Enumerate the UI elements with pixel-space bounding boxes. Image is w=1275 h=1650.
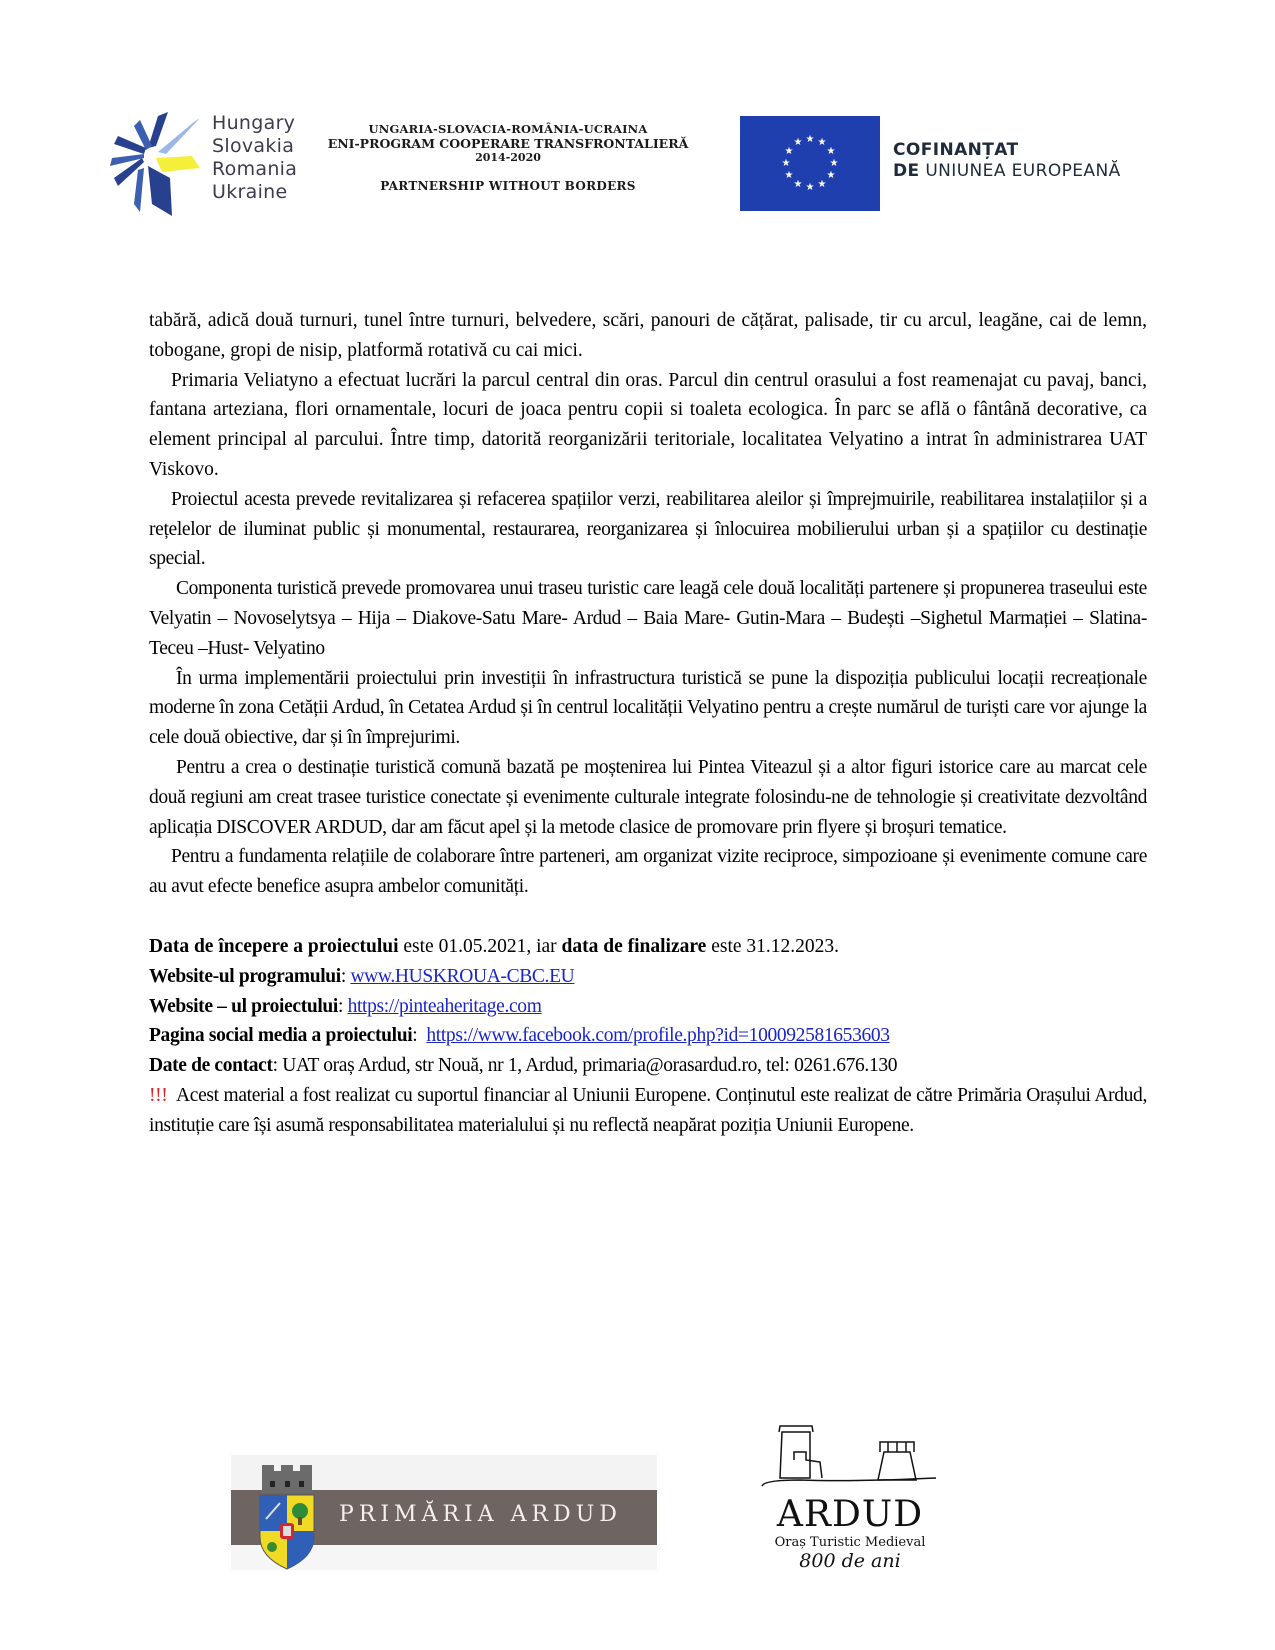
svg-text:★: ★ [826,170,836,181]
contact-label: Date de contact [149,1055,273,1077]
separator: : [337,995,348,1017]
ardud-logo-anniversary: 800 de ani [799,1550,901,1572]
program-countries-title: UNGARIA-SLOVACIA-ROMÂNIA-UCRAINA [368,122,648,136]
country-hungary: Hungary [212,112,296,134]
paragraph-collaboration: Pentru a fundamenta relațiile de colaborare între parteneri, am organizat vizite reciproce, simpozioane și evenimente comune care au avut efecte benefice asupra ambelor comunități. [149,846,1147,898]
project-dates [149,932,1147,962]
cofinanced-line2: UNIUNEA EUROPEANĂ [925,161,1121,181]
start-date-label: Data de începere a proiectului [149,935,399,957]
eu-disclaimer [149,1081,1152,1141]
program-tagline: PARTNERSHIP WITHOUT BORDERS [380,179,636,193]
contact-value: : UAT oraș Ardud, str Nouă, nr 1, Ardud, primaria@orasardud.ro, tel: 0261.676.130 [272,1055,898,1077]
svg-text:★: ★ [829,158,839,169]
svg-text:★: ★ [793,179,803,190]
program-website-label: Website-ul programului [149,965,341,987]
cofinanced-line2-prefix: DE [893,161,920,181]
svg-text:★: ★ [805,134,815,145]
ardud-coat-of-arms-icon [256,1465,318,1570]
cofinanced-line1: COFINANȚAT [893,140,1019,160]
start-date-value: este 01.05.2021, iar [398,935,562,957]
project-website-line [149,992,1147,1022]
svg-text:★: ★ [793,137,803,148]
social-media-label: Pagina social media a proiectului [149,1025,413,1047]
svg-text:★: ★ [784,146,794,157]
project-website-link[interactable]: https://pinteaheritage.com [347,995,542,1017]
program-years: 2014-2020 [475,151,541,164]
primaria-ardud-text: PRIMĂRIA ARDUD [339,1502,622,1527]
paragraph-destination: Pentru a crea o destinație turistică comună bazată pe moștenirea lui Pintea Viteazul și a altor figuri istorice care au marcat cele două regiuni am creat trasee turistice conectate și evenimente culturale integrate folosindu-ne de tehnologie și creativitate dezvoltând aplicația DISCOVER ARDUD, dar am făcut apel și la metode clasice de promovare prin flyere și broșuri tematice. [149,756,1147,838]
svg-text:★: ★ [817,137,827,148]
spacer [149,902,1147,932]
facebook-link[interactable]: https://www.facebook.com/profile.php?id=100092581653603 [426,1025,890,1047]
paragraph-implementation: În urma implementării proiectului prin investiții în infrastructura turistică se pune la dispoziția publicului locații recreaționale moderne în zona Cetății Ardud, în Cetatea Ardud și în centrul localității Velyatino pentru a crește numărul de turiști care vor ajunge la cele două obiective, dar și în împrejurimi. [149,667,1147,749]
project-info-section [149,932,1152,1141]
separator: : [340,965,351,987]
husk-program-logo [100,108,310,218]
country-romania: Romania [212,158,298,180]
svg-text:★: ★ [817,179,827,190]
ardud-logo-subtitle: Oraș Turistic Medieval [774,1535,926,1550]
program-website-line [149,962,1147,992]
country-ukraine: Ukraine [212,181,288,203]
warning-marker: !!! [149,1084,168,1106]
cofinanced-by-eu-label [893,140,1121,182]
paragraph-project-revitalization: Proiectul acesta prevede revitalizarea și refacerea spațiilor verzi, reabilitarea aleilor și împrejmuirile, reabilitarea instalațiilor și a rețelelor de iluminat public și monumental, restaurarea, reorganizarea și înlocuirea mobilierului urban și a spațiilor cu destinație special. [149,488,1147,570]
ardud-medieval-town-logo [760,1420,940,1570]
document-header [0,0,1275,230]
paragraph-veliatyno-park: Primaria Veliatyno a efectuat lucrări la parcul central din oras. Parcul din centrul orasului a fost reamenajat cu pavaj, banci, fantana arteziana, flori ornamentale, locuri de joaca pentru copii si toaleta ecologica. În parc se află o fântână decorative, ca element principal al parcului. Între timp, datorită reorganizării teritoriale, localitatea Velyatino a intrat în administrarea UAT Viskovo. [149,369,1147,480]
paragraph-tourist-route: Componenta turistică prevede promovarea unui traseu turistic care leagă cele două localități partenere și propunerea traseului este Velyatin – Novoselytsya – Hija – Diakove-Satu Mare- Ardud – Baia Mare- Gutin-Mara – Budești –Sighetul Marmației – Slatina- Teceu –Hust- Velyatino [149,578,1147,659]
social-media-line [149,1021,1147,1051]
disclaimer-text: Acest material a fost realizat cu suportul financiar al Uniunii Europene. Conținutul este realizat de către Primăria Orașului Ardud, instituție care își asumă responsabilitatea materialului și nu reflectă neapărat poziția Uniunii Europene. [149,1084,1152,1136]
svg-text:★: ★ [826,146,836,157]
svg-text:★: ★ [805,182,815,193]
end-date-value: este 31.12.2023. [706,935,840,957]
husk-star-icon [100,108,200,218]
eu-flag-icon [740,116,880,211]
program-name: ENI-PROGRAM COOPERARE TRANSFRONTALIERĂ [327,136,689,151]
document-body [149,306,1152,1141]
husk-country-list [212,112,297,204]
project-website-label: Website – ul proiectului [149,995,338,1017]
ardud-castle-towers-icon [760,1420,940,1500]
country-slovakia: Slovakia [212,135,295,157]
svg-text:★: ★ [781,158,791,169]
paragraph-playground-continuation: tabără, adică două turnuri, tunel între turnuri, belvedere, scări, panouri de cățărat, palisade, tir cu arcul, leagăne, cai de lemn, tobogane, gropi de nisip, platformă rotativă cu cai mici. [149,310,1147,361]
primaria-ardud-logo [231,1405,657,1570]
ardud-logo-name: ARDUD [776,1494,924,1535]
contact-line [149,1051,1147,1081]
program-website-link[interactable]: www.HUSKROUA-CBC.EU [350,965,575,987]
separator: : [412,1025,427,1047]
svg-text:★: ★ [784,170,794,181]
program-title-block [318,122,698,194]
end-date-label: data de finalizare [561,935,707,957]
